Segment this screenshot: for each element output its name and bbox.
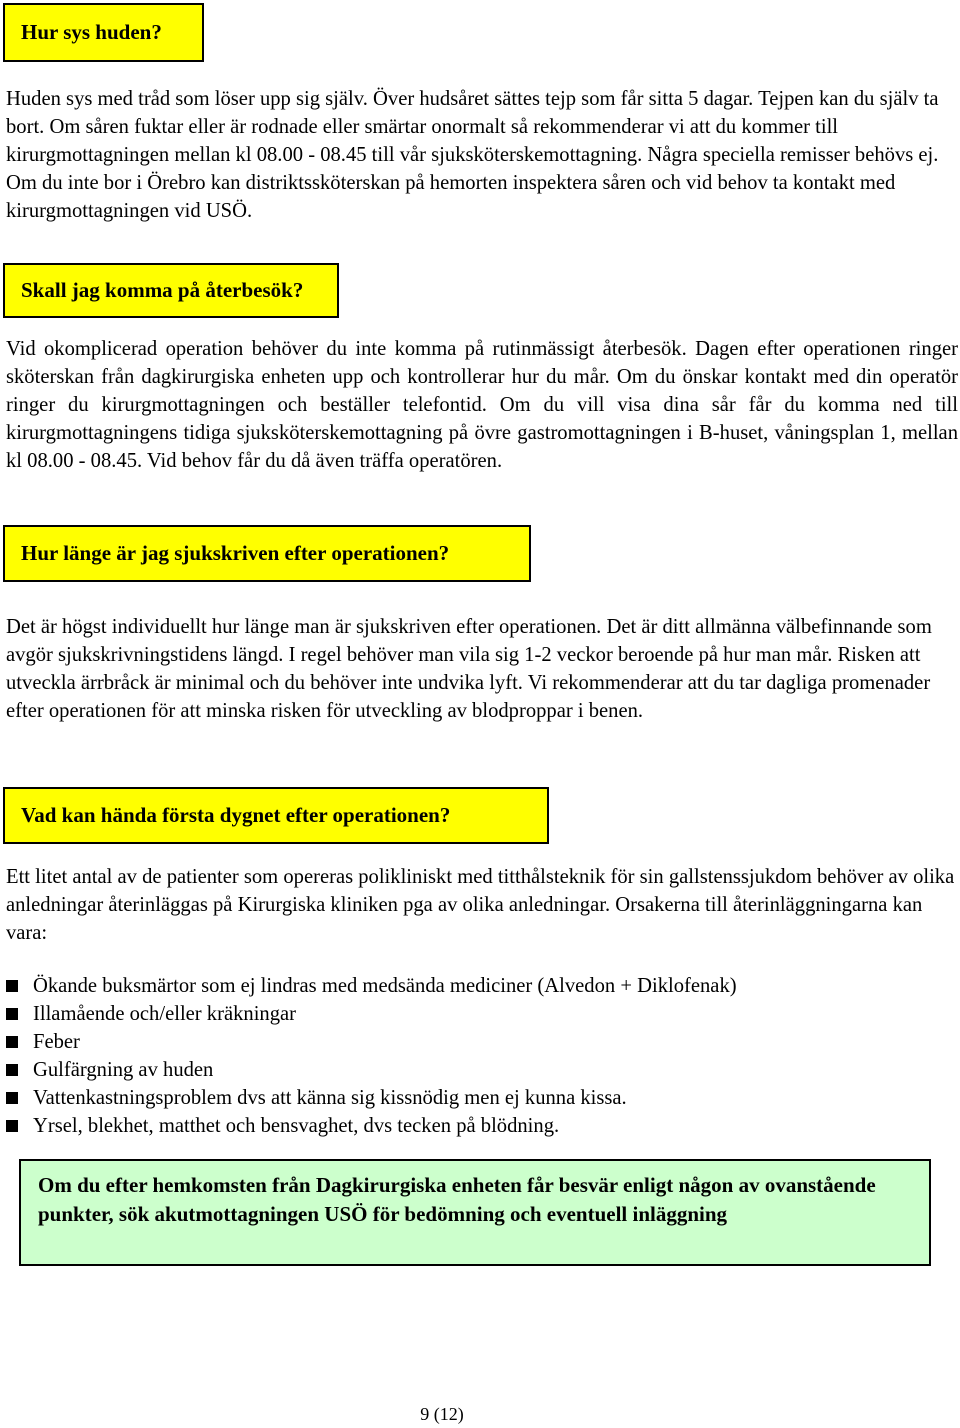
square-bullet-icon — [6, 1120, 18, 1132]
square-bullet-icon — [6, 1092, 18, 1104]
list-item-text: Vattenkastningsproblem dvs att känna sig kissnödig men ej kunna kissa. — [33, 1087, 627, 1109]
paragraph-followup: Vid okomplicerad operation behöver du inte komma på rutinmässigt återbesök. Dagen efter operationen ringer sköterskan från dagkirurgiska enheten upp och kontrollerar hur du mår. Om du önskar kontakt med din operatör ringer du kirurgmottagningen och beställer telefontid. Om du vill visa dina sår får du komma ned till kirurgmottagningens tidiga sjuksköterskemottagning på övre gastromottagningen i B-huset, våningsplan 1, mellan kl 08.00 - 08.45. Vid behov får du då även träffa operatören. — [6, 338, 958, 472]
readmission-reasons-list — [6, 972, 737, 1140]
page-number: 9 (12) — [420, 1404, 464, 1424]
square-bullet-icon — [6, 1064, 18, 1076]
list-item — [6, 1028, 737, 1056]
list-item-text: Ökande buksmärtor som ej lindras med medsända mediciner (Alvedon + Diklofenak) — [33, 975, 737, 997]
heading-sickleave: Hur länge är jag sjukskriven efter operationen? — [3, 525, 531, 582]
heading-followup: Skall jag komma på återbesök? — [3, 263, 339, 318]
list-item — [6, 1000, 737, 1028]
square-bullet-icon — [6, 980, 18, 992]
heading-firstday: Vad kan hända första dygnet efter operationen? — [3, 787, 549, 844]
list-item — [6, 1084, 737, 1112]
paragraph-firstday: Ett litet antal av de patienter som opereras polikliniskt med titthålsteknik för sin gallstenssjukdom behöver av olika anledningar återinläggas på Kirurgiska kliniken pga av olika anledningar. Orsakerna till återinläggningarna kan vara: — [6, 866, 955, 944]
list-item-text: Yrsel, blekhet, matthet och bensvaghet, dvs tecken på blödning. — [33, 1115, 560, 1137]
square-bullet-icon — [6, 1008, 18, 1020]
emergency-callout: Om du efter hemkomsten från Dagkirurgiska enheten får besvär enligt någon av ovanstående punkter, sök akutmottagningen USÖ för bedömning och eventuell inläggning — [19, 1159, 931, 1266]
list-item-text: Illamående och/eller kräkningar — [33, 1003, 297, 1025]
list-item — [6, 1056, 737, 1084]
square-bullet-icon — [6, 1036, 18, 1048]
list-item-text: Feber — [33, 1031, 80, 1053]
paragraph-wound: Huden sys med tråd som löser upp sig själv. Över hudsåret sättes tejp som får sitta 5 dagar. Tejpen kan du själv ta bort. Om såren fuktar eller är rodnade eller smärtar onormalt så rekommenderar vi att du kommer till kirurgmottagningen mellan kl 08.00 - 08.45 till vår sjuksköterskemottagning. Några speciella remisser behövs ej. Om du inte bor i Örebro kan distriktssköterskan på hemorten inspektera såren och vid behov ta kontakt med kirurgmottagningen vid USÖ. — [6, 88, 939, 222]
paragraph-sickleave: Det är högst individuellt hur länge man är sjukskriven efter operationen. Det är ditt allmänna välbefinnande som avgör sjukskrivningstidens längd. I regel behöver man vila sig 1-2 veckor beroende på hur man mår. Risken att utveckla ärrbråck är minimal och du behöver inte undvika lyft. Vi rekommenderar att du tar dagliga promenader efter operationen för att minska risken för utveckling av blodproppar i benen. — [6, 616, 932, 722]
list-item-text: Gulfärgning av huden — [33, 1059, 214, 1081]
list-item — [6, 1112, 737, 1140]
list-item — [6, 972, 737, 1000]
heading-wound: Hur sys huden? — [3, 3, 204, 62]
